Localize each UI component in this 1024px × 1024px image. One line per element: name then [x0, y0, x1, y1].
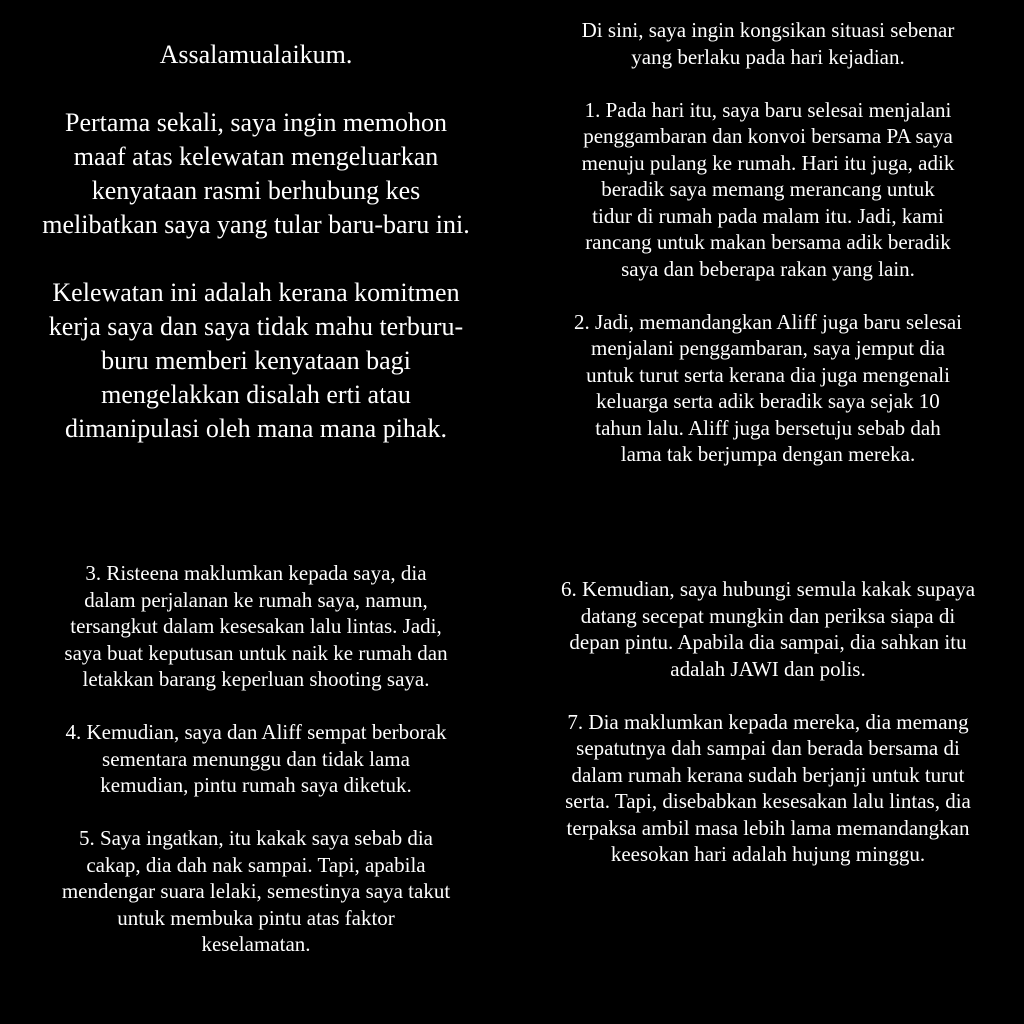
intro-paragraph: Di sini, saya ingin kongsikan situasi sebenar yang berlaku pada hari kejadian.	[581, 18, 955, 69]
apology-paragraph: Pertama sekali, saya ingin memohon maaf atas kelewatan mengeluarkan kenyataan rasmi berhubung kes melibatkan saya yang tular baru-baru ini.	[42, 108, 470, 239]
panel-bottom-left	[0, 512, 512, 1024]
point-4-paragraph: 4. Kemudian, saya dan Aliff sempat berborak sementara menunggu dan tidak lama kemudian, pintu rumah saya diketuk.	[65, 720, 447, 797]
greeting-text: Assalamualaikum.	[159, 40, 353, 69]
point-7-paragraph: 7. Dia maklumkan kepada mereka, dia memang sepatutnya dah sampai dan berada bersama di dalam rumah kerana sudah berjanji untuk turut serta. Tapi, disebabkan kesesakan lalu lintas, dia terpaksa ambil masa lebih lama memandangkan keesokan hari adalah hujung minggu.	[565, 709, 971, 866]
delay-reason-paragraph: Kelewatan ini adalah kerana komitmen kerja saya dan saya tidak mahu terburu- buru memberi kenyataan bagi mengelakkan disalah erti atau dimanipulasi oleh mana mana pihak.	[48, 278, 464, 443]
panel-bottom-right	[512, 512, 1024, 1024]
point-2-paragraph: 2. Jadi, memandangkan Aliff juga baru selesai menjalani penggambaran, saya jemput dia untuk turut serta kerana dia juga mengenali keluarga serta adik beradik saya sejak 10 tahun lalu. Aliff juga bersetuju sebab dah lama tak berjumpa dengan mereka.	[573, 309, 962, 466]
point-6-paragraph: 6. Kemudian, saya hubungi semula kakak supaya datang secepat mungkin dan periksa siapa di depan pintu. Apabila dia sampai, dia sahkan itu adalah JAWI dan polis.	[560, 577, 976, 681]
point-3-paragraph: 3. Risteena maklumkan kepada saya, dia dalam perjalanan ke rumah saya, namun, tersangkut dalam kesesakan lalu lintas. Jadi, saya buat keputusan untuk naik ke rumah dan letakkan barang keperluan shooting saya.	[64, 561, 448, 691]
point-5-paragraph: 5. Saya ingatkan, itu kakak saya sebab dia cakap, dia dah nak sampai. Tapi, apabila mendengar suara lelaki, semestinya saya takut untuk membuka pintu atas faktor keselamatan.	[61, 826, 451, 956]
point-1-paragraph: 1. Pada hari itu, saya baru selesai menjalani penggambaran dan konvoi bersama PA saya menuju pulang ke rumah. Hari itu juga, adik beradik saya memang merancang untuk tidur di rumah pada malam itu. Jadi, kami rancang untuk makan bersama adik beradik saya dan beberapa rakan yang lain.	[581, 97, 955, 281]
panel-top-left	[0, 0, 512, 512]
panel-top-right	[512, 0, 1024, 512]
